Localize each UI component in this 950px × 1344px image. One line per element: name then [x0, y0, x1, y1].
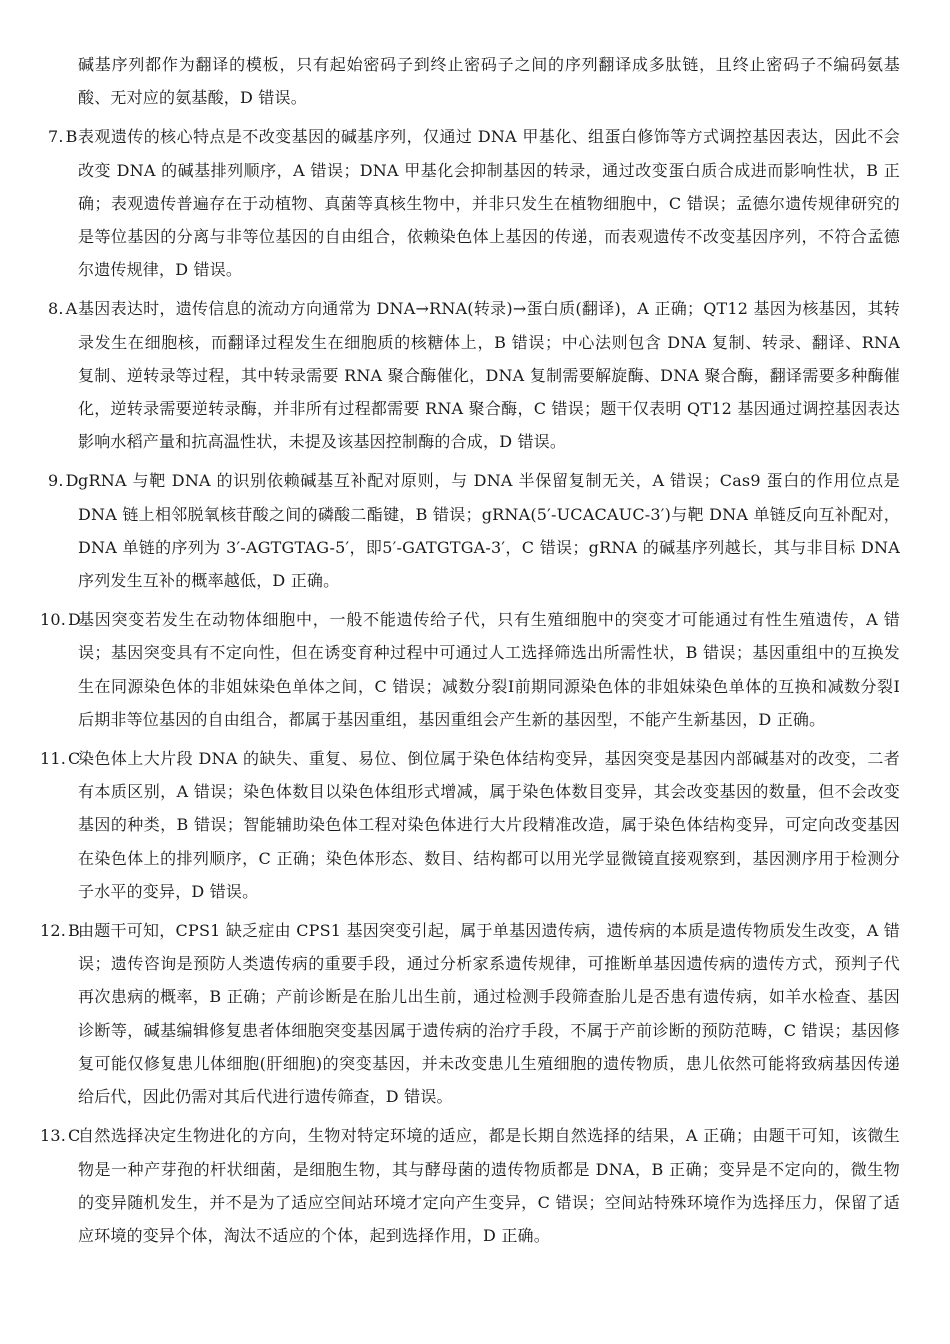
explanation-item-9	[30, 464, 900, 597]
explanation-item-11	[30, 742, 900, 908]
explanation-item-12	[30, 914, 900, 1113]
item-text-8: 基因表达时，遗传信息的流动方向通常为 DNA→RNA(转录)→蛋白质(翻译)，A 正确；QT12 基因为核基因，其转录发生在细胞核，而翻译过程发生在细胞质的核糖体上，B 错误；中心法则包含 DNA 复制、转录、翻译、RNA 复制、逆转录等过程，其中转录需要 RNA 聚合酶催化，DNA 复制需要解旋酶、DNA 聚合酶，翻译需要多种酶催化，逆转录需要逆转录酶，并非所有过程都需要 RNA 聚合酶，C 错误；题干仅表明 QT12 基因通过调控基因表达影响水稻产量和抗高温性状，未提及该基因控制酶的合成，D 错误。	[78, 299, 900, 452]
item-number-12: 12. B	[40, 921, 81, 941]
previous-item-continuation	[30, 48, 900, 114]
item-number-11: 11. C	[40, 749, 81, 769]
explanation-item-13	[30, 1119, 900, 1252]
item-number-7: 7. B	[48, 127, 78, 147]
continuation-text: 碱基序列都作为翻译的模板，只有起始密码子到终止密码子之间的序列翻译成多肽链，且终止密码子不编码氨基酸、无对应的氨基酸，D 错误。	[78, 55, 900, 108]
item-text-13: 自然选择决定生物进化的方向，生物对特定环境的适应，都是长期自然选择的结果，A 正确；由题干可知，该微生物是一种产芽孢的杆状细菌，是细胞生物，其与酵母菌的遗传物质都是 DNA，B 正确；变异是不定向的，微生物的变异随机发生，并不是为了适应空间站环境才定向产生变异，C 错误；空间站特殊环境作为选择压力，保留了适应环境的变异个体，淘汰不适应的个体，起到选择作用，D 正确。	[78, 1126, 900, 1245]
item-number-8: 8. A	[48, 299, 78, 319]
item-text-12: 由题干可知，CPS1 缺乏症由 CPS1 基因突变引起，属于单基因遗传病，遗传病的本质是遗传物质发生改变，A 错误；遗传咨询是预防人类遗传病的重要手段，通过分析家系遗传规律，可推断单基因遗传病的遗传方式，预判子代再次患病的概率，B 正确；产前诊断是在胎儿出生前，通过检测手段筛查胎儿是否患有遗传病，如羊水检查、基因诊断等，碱基编辑修复患者体细胞突变基因属于遗传病的治疗手段，不属于产前诊断的预防范畴，C 错误；基因修复可能仅修复患儿体细胞(肝细胞)的突变基因，并未改变患儿生殖细胞的遗传物质，患儿依然可能将致病基因传递给后代，因此仍需对其后代进行遗传筛查，D 错误。	[78, 921, 900, 1107]
item-text-11: 染色体上大片段 DNA 的缺失、重复、易位、倒位属于染色体结构变异，基因突变是基因内部碱基对的改变，二者有本质区别，A 错误；染色体数目以染色体组形式增减，属于染色体数目变异，其会改变基因的数量，但不会改变基因的种类，B 错误；智能辅助染色体工程对染色体进行大片段精准改造，属于染色体结构变异，可定向改变基因在染色体上的排列顺序，C 正确；染色体形态、数目、结构都可以用光学显微镜直接观察到，基因测序用于检测分子水平的变异，D 错误。	[78, 749, 900, 901]
item-text-10: 基因突变若发生在动物体细胞中，一般不能遗传给子代，只有生殖细胞中的突变才可能通过有性生殖遗传，A 错误；基因突变具有不定向性，但在诱变育种过程中可通过人工选择筛选出所需性状，B 错误；基因重组中的互换发生在同源染色体的非姐妹染色单体之间，C 错误；减数分裂Ⅰ前期同源染色体的非姐妹染色单体的互换和减数分裂Ⅰ后期非等位基因的自由组合，都属于基因重组，基因重组会产生新的基因型，不能产生新基因，D 正确。	[78, 610, 900, 729]
explanation-item-8	[30, 292, 900, 458]
explanation-item-10	[30, 603, 900, 736]
item-number-9: 9. D	[48, 471, 79, 491]
item-text-7: 表观遗传的核心特点是不改变基因的碱基序列，仅通过 DNA 甲基化、组蛋白修饰等方式调控基因表达，因此不会改变 DNA 的碱基排列顺序，A 错误；DNA 甲基化会抑制基因的转录，通过改变蛋白质合成进而影响性状，B 正确；表观遗传普遍存在于动植物、真菌等真核生物中，并非只发生在植物细胞中，C 错误；孟德尔遗传规律研究的是等位基因的分离与非等位基因的自由组合，依赖染色体上基因的传递，而表观遗传不改变基因序列，不符合孟德尔遗传规律，D 错误。	[78, 127, 900, 280]
item-text-9: gRNA 与靶 DNA 的识别依赖碱基互补配对原则，与 DNA 半保留复制无关，A 错误；Cas9 蛋白的作用位点是 DNA 链上相邻脱氧核苷酸之间的磷酸二酯键，B 错误；gRNA(5′-UCACAUC-3′)与靶 DNA 单链反向互补配对，DNA 单链的序列为 3′-AGTGTAG-5′，即5′-GATGTGA-3′，C 错误；gRNA 的碱基序列越长，其与非目标 DNA 序列发生互补的概率越低，D 正确。	[78, 471, 900, 591]
item-number-13: 13. C	[40, 1126, 81, 1146]
item-number-10: 10. D	[40, 610, 82, 630]
explanation-item-7	[30, 120, 900, 286]
